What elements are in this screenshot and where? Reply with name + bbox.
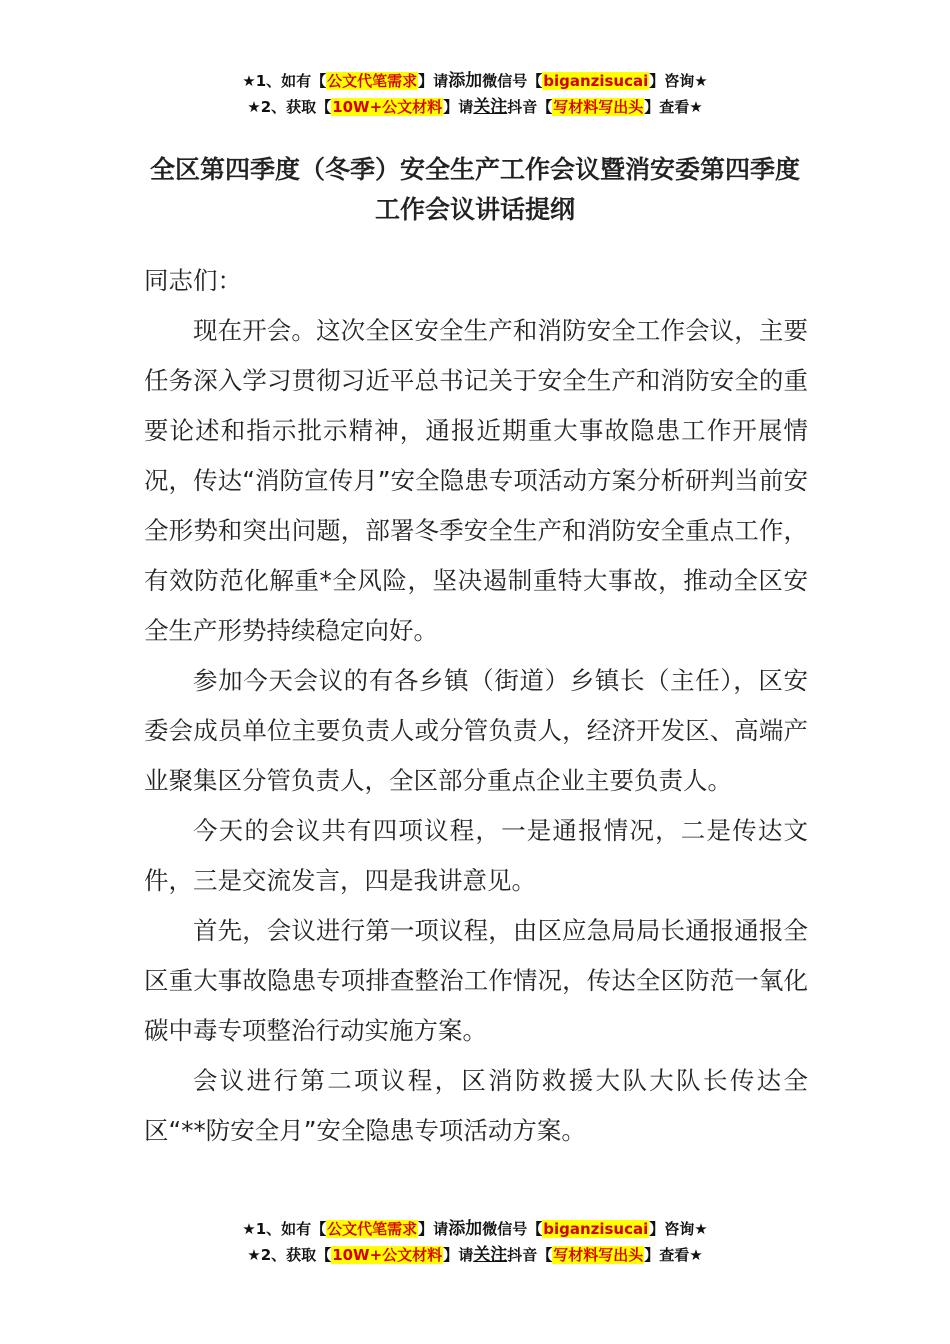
promo-text: ★1、如有【 (242, 1220, 327, 1238)
document-body (144, 256, 808, 1156)
promo-line-1 (0, 68, 950, 94)
promo-highlight: biganzisucai (543, 1220, 649, 1238)
body-paragraph: 今天的会议共有四项议程，一是通报情况，二是传达文件，三是交流发言，四是我讲意见。 (144, 816, 808, 895)
body-paragraph: 参加今天会议的有各乡镇（街道）乡镇长（主任），区安委会成员单位主要负责人或分管负责人，经济开发区、高端产业聚集区分管负责人，全区部分重点企业主要负责人。 (144, 666, 808, 795)
promo-line-2 (0, 1242, 950, 1268)
header-promo-banner (0, 68, 950, 120)
promo-highlight: 公文代笔需求 (327, 1220, 418, 1238)
promo-highlight: 公文代笔需求 (327, 72, 418, 90)
promo-text: 】请 (443, 1246, 474, 1264)
promo-text: 】查看★ (644, 1246, 703, 1264)
salutation: 同志们： (144, 266, 242, 295)
promo-highlight: 10W+公文材料 (332, 1246, 443, 1264)
promo-text: 微信号【 (482, 1220, 543, 1238)
promo-highlight: 写材料写出头 (553, 1246, 644, 1264)
promo-text: 】请 (418, 72, 449, 90)
promo-text: 】请 (418, 1220, 449, 1238)
promo-text: 】查看★ (644, 98, 703, 116)
promo-line-2 (0, 94, 950, 120)
promo-text: 】请 (443, 98, 474, 116)
body-paragraph: 首先，会议进行第一项议程，由区应急局局长通报通报全区重大事故隐患专项排查整治工作情况，传达全区防范一氧化碳中毒专项整治行动实施方案。 (144, 916, 808, 1045)
body-paragraph: 会议进行第二项议程，区消防救援大队大队长传达全区“**防安全月”安全隐患专项活动方案。 (144, 1066, 808, 1145)
promo-text: 微信号【 (482, 72, 543, 90)
promo-highlight: biganzisucai (543, 72, 649, 90)
promo-highlight: 写材料写出头 (553, 98, 644, 116)
promo-text: ★2、获取【 (247, 1246, 332, 1264)
promo-text: ★1、如有【 (242, 72, 327, 90)
footer-promo-banner (0, 1216, 950, 1268)
promo-highlight: 10W+公文材料 (332, 98, 443, 116)
promo-emphasis: 关注 (473, 1245, 508, 1265)
promo-text: 】咨询★ (649, 72, 708, 90)
promo-emphasis: 关注 (473, 97, 508, 117)
promo-line-1 (0, 1216, 950, 1242)
promo-text: 抖音【 (507, 98, 553, 116)
promo-text: ★2、获取【 (247, 98, 332, 116)
body-paragraph: 现在开会。这次全区安全生产和消防安全工作会议，主要任务深入学习贯彻习近平总书记关于安全生产和消防安全的重要论述和指示批示精神，通报近期重大事故隐患工作开展情况，传达“消防宣传月”安全隐患专项活动方案分析研判当前安全形势和突出问题，部署冬季安全生产和消防安全重点工作，有效防范化解重*全风险，坚决遏制重特大事故，推动全区安全生产形势持续稳定向好。 (144, 316, 808, 645)
promo-text: 抖音【 (507, 1246, 553, 1264)
promo-text: 】咨询★ (649, 1220, 708, 1238)
document-title: 全区第四季度（冬季）安全生产工作会议暨消安委第四季度工作会议讲话提纲 (149, 155, 800, 224)
promo-emphasis: 添加 (448, 1219, 483, 1239)
promo-emphasis: 添加 (448, 71, 483, 91)
